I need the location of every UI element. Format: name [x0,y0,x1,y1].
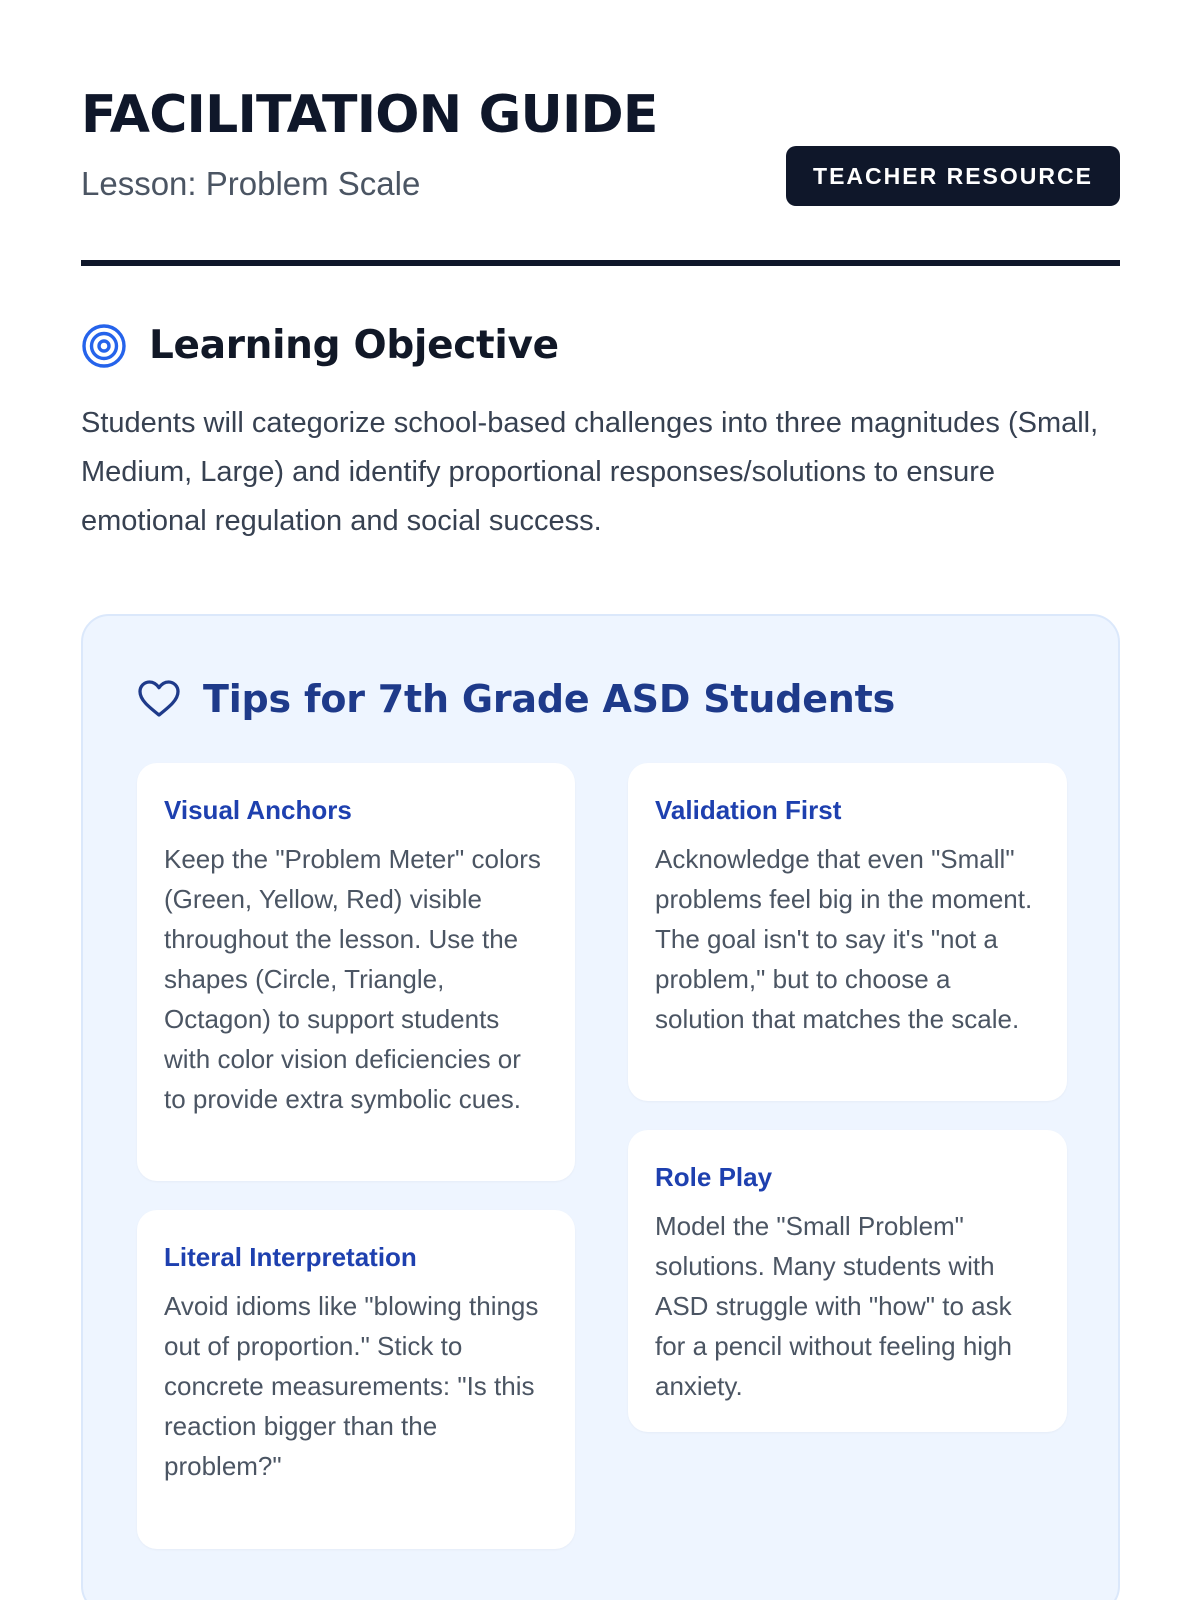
tip-body-validation-first: Acknowledge that even "Small" problems feel big in the moment. The goal isn't to say it's "not a problem," but to choose a solution that matches the scale. [655,844,1033,1034]
tip-body-visual-anchors: Keep the "Problem Meter" colors (Green, Yellow, Red) visible throughout the lesson. Use the shapes (Circle, Triangle, Octagon) to support students with color vision deficiencies or to provide extra symbolic cues. [164,844,541,1114]
tip-card-validation-first [628,763,1067,1101]
learning-objective-title: Learning Objective [149,323,559,368]
tips-heading [137,672,895,726]
header-divider [81,260,1120,266]
guide-title: FACILITATION GUIDE [81,85,658,145]
tips-title: Tips for 7th Grade ASD Students [203,677,896,721]
lesson-subtitle: Lesson: Problem Scale [81,165,421,202]
tip-body-literal-interpretation: Avoid idioms like "blowing things out of proportion." Stick to concrete measurements: "Is this reaction bigger than the problem?" [164,1291,539,1481]
tip-card-role-play [628,1130,1067,1432]
tip-title-literal-interpretation: Literal Interpretation [164,1242,417,1272]
tip-body-role-play: Model the "Small Problem" solutions. Many students with ASD struggle with "how" to ask for a pencil without feeling high anxiety. [655,1211,1013,1401]
target-icon [81,323,127,369]
guide-header [81,82,1120,267]
heart-icon [137,679,181,719]
tip-card-visual-anchors [137,763,575,1181]
tip-title-validation-first: Validation First [655,795,842,825]
tips-panel [81,614,1120,1600]
learning-objective-heading [81,318,559,374]
tip-card-literal-interpretation [137,1210,575,1549]
teacher-resource-badge: TEACHER RESOURCE [786,146,1120,206]
learning-objective-text: Students will categorize school-based challenges into three magnitudes (Small, Medium, Large) and identify proportional responses/solutions to ensure emotional regulation and social success. [81,407,1099,537]
facilitation-guide-page [81,0,1120,1600]
tip-title-visual-anchors: Visual Anchors [164,795,352,825]
tip-title-role-play: Role Play [655,1162,773,1192]
